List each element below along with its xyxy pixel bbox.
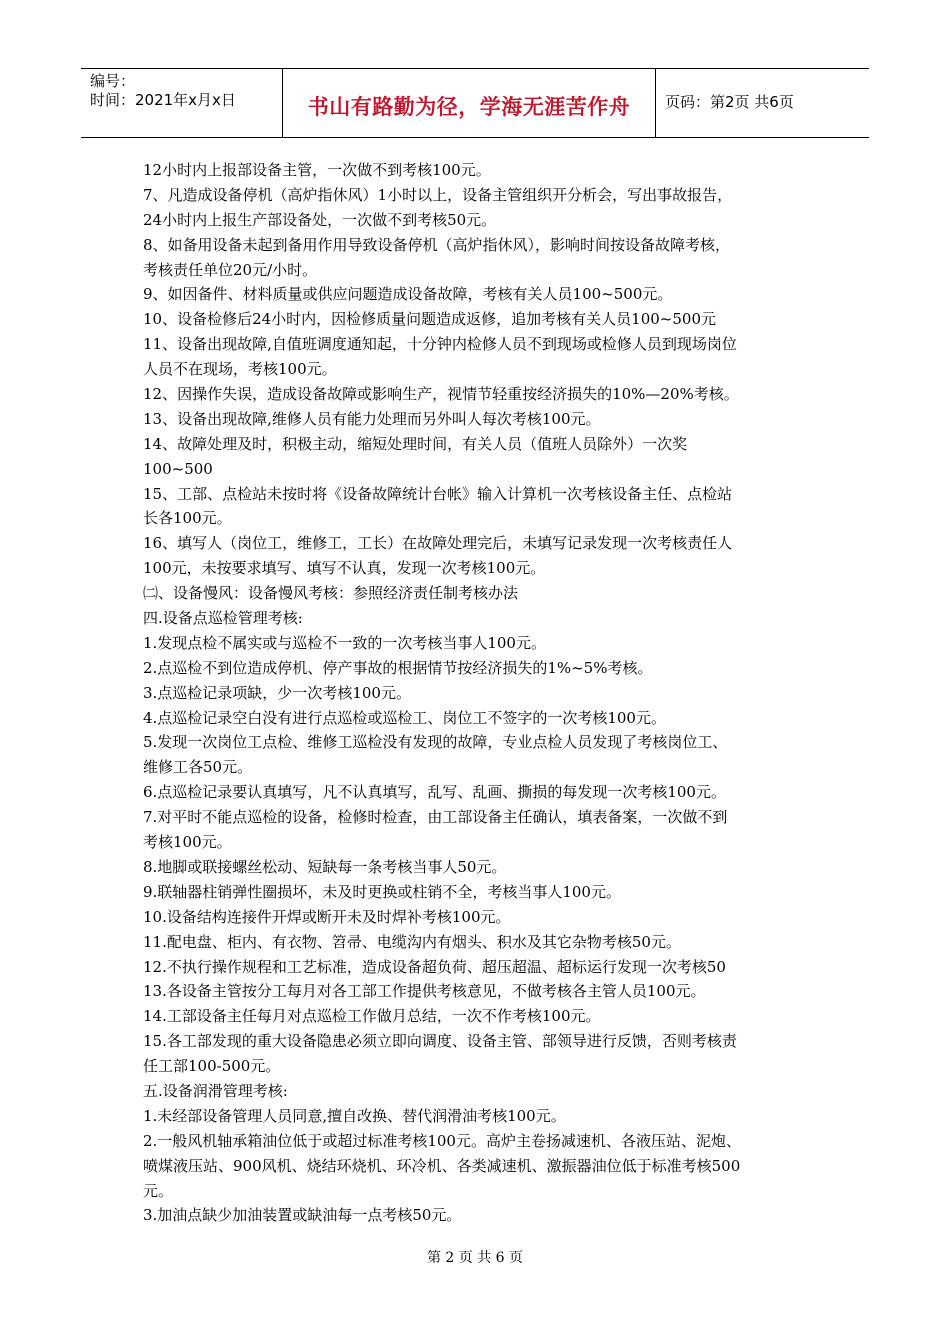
body-line: 1.未经部设备管理人员同意,擅自改换、替代润滑油考核100元。 [143, 1106, 566, 1125]
page-header [81, 68, 869, 138]
body-line: 12小时内上报部设备主管，一次做不到考核100元。 [143, 161, 491, 179]
body-line: 元。 [143, 1181, 174, 1200]
body-line: 11.配电盘、柜内、有衣物、笤帚、电缆沟内有烟头、积水及其它杂物考核50元。 [143, 932, 681, 951]
body-line: 13.各设备主管按分工每月对各工部工作提供考核意见，不做考核各主管人员100元。 [143, 982, 706, 1001]
body-line: 8.地脚或联接螺丝松动、短缺每一条考核当事人50元。 [143, 857, 507, 876]
document-date-label: 时间：2021年x月x日 [90, 91, 236, 109]
body-line: 100元，未按要求填写、填写不认真，发现一次考核100元。 [143, 559, 546, 578]
body-line: 7、凡造成设备停机（高炉指休风）1小时以上，设备主管组织开分析会，写出事故报告， [143, 185, 733, 204]
body-line: 3.点巡检记录项缺，少一次考核100元。 [143, 683, 411, 702]
body-line: 人员不在现场，考核100元。 [143, 360, 337, 379]
body-line: 6.点巡检记录要认真填写，凡不认真填写，乱写、乱画、撕损的每发现一次考核100元。 [143, 783, 726, 802]
body-line: 13、设备出现故障,维修人员有能力处理而另外叫人每次考核100元。 [143, 409, 601, 428]
body-line: 任工部100-500元。 [143, 1057, 281, 1076]
body-line: 9.联轴器柱销弹性圈损坏，未及时更换或柱销不全，考核当事人100元。 [143, 882, 621, 901]
body-line: 考核100元。 [143, 833, 232, 852]
body-line: 11、设备出现故障,自值班调度通知起，十分钟内检修人员不到现场或检修人员到现场岗位 [143, 335, 737, 354]
body-line: 五.设备润滑管理考核: [143, 1081, 288, 1100]
body-line: 长各100元。 [143, 509, 232, 528]
document-number-label: 编号： [90, 72, 136, 90]
body-line: ㈡、设备慢风：设备慢风考核：参照经济责任制考核办法 [143, 584, 519, 603]
body-line: 14.工部设备主任每月对点巡检工作做月总结，一次不作考核100元。 [143, 1007, 601, 1026]
body-line: 1.发现点检不属实或与巡检不一致的一次考核当事人100元。 [143, 633, 546, 652]
body-line: 15.各工部发现的重大设备隐患必须立即向调度、设备主管、部领导进行反馈，否则考核责 [143, 1032, 737, 1051]
header-page-cell [656, 69, 869, 137]
body-line: 10、设备检修后24小时内，因检修质量问题造成返修，追加考核有关人员100~500元 [143, 310, 717, 329]
body-line: 12、因操作失误，造成设备故障或影响生产，视情节轻重按经济损失的10%—20%考核。 [143, 385, 739, 404]
body-line: 2.点巡检不到位造成停机、停产事故的根据情节按经济损失的1%~5%考核。 [143, 658, 653, 677]
body-line: 9、如因备件、材料质量或供应问题造成设备故障，考核有关人员100~500元。 [143, 285, 673, 304]
body-line: 14、故障处理及时，积极主动，缩短处理时间，有关人员（值班人员除外）一次奖 [143, 434, 688, 453]
body-line: 四.设备点巡检管理考核: [143, 609, 303, 628]
body-line: 100~500 [143, 459, 213, 478]
body-line: 3.加油点缺少加油装置或缺油每一点考核50元。 [143, 1206, 462, 1225]
body-line: 8、如备用设备未起到备用作用导致设备停机（高炉指休风），影响时间按设备故障考核， [143, 235, 731, 254]
body-line: 7.对平时不能点巡检的设备，检修时检查，由工部设备主任确认，填表备案，一次做不到 [143, 808, 728, 827]
body-line: 24小时内上报生产部设备处，一次做不到考核50元。 [143, 210, 497, 229]
body-line: 12.不执行操作规程和工艺标准，造成设备超负荷、超压超温、超标运行发现一次考核50 [143, 957, 726, 976]
body-line: 10.设备结构连接件开焊或断开未及时焊补考核100元。 [143, 907, 511, 926]
document-body [143, 158, 813, 1228]
body-line: 4.点巡检记录空白没有进行点巡检或巡检工、岗位工不签字的一次考核100元。 [143, 708, 666, 727]
header-motto: 书山有路勤为径，学海无涯苦作舟 [307, 95, 631, 119]
page-footer: 第 2 页 共 6 页 [426, 1250, 524, 1266]
header-page-number: 页码：第2页 共6页 [665, 93, 794, 111]
body-line: 2.一般风机轴承箱油位低于或超过标准考核100元。高炉主卷扬减速机、各液压站、泥炮、 [143, 1131, 741, 1150]
header-info-cell [81, 69, 283, 137]
header-motto-cell [283, 69, 656, 137]
body-line: 考核责任单位20元/小时。 [143, 260, 318, 279]
body-line: 5.发现一次岗位工点检、维修工巡检没有发现的故障，专业点检人员发现了考核岗位工、 [143, 733, 728, 752]
body-line: 15、工部、点检站未按时将《设备故障统计台帐》输入计算机一次考核设备主任、点检站 [143, 484, 733, 503]
body-line: 喷煤液压站、900风机、烧结环烧机、环冷机、各类减速机、激振器油位低于标准考核500 [143, 1156, 741, 1175]
body-line: 16、填写人（岗位工，维修工，工长）在故障处理完后，未填写记录发现一次考核责任人 [143, 534, 733, 553]
body-line: 维修工各50元。 [143, 758, 253, 777]
